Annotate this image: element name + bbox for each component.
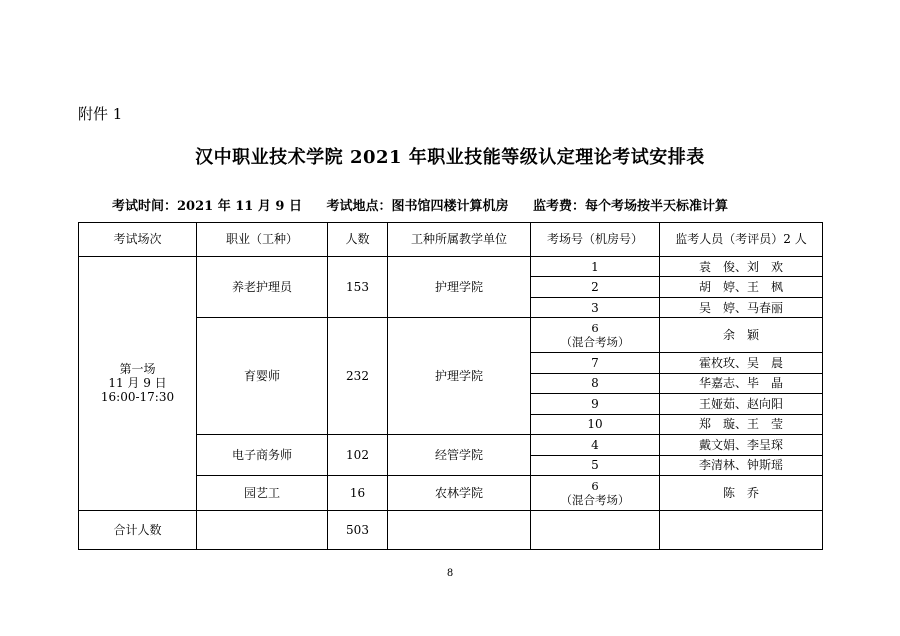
staff-cell: 李清林、钟斯瑶 [660, 455, 823, 476]
total-label: 合计人数 [79, 511, 197, 550]
exam-time: 考试时间：2021 年 11 月 9 日 [112, 199, 302, 214]
staff-cell: 余 颖 [660, 318, 823, 353]
room-number: 6 [591, 479, 599, 494]
table-header-row [79, 223, 823, 257]
job-cell: 养老护理员 [197, 256, 328, 318]
session-time: 16:00-17:30 [100, 390, 175, 405]
staff-cell: 郑 璇、王 莹 [660, 414, 823, 435]
unit-cell: 经管学院 [388, 435, 531, 476]
room-cell: 3 [531, 297, 660, 318]
total-count: 503 [328, 511, 388, 550]
header-job: 职业（工种） [197, 223, 328, 257]
room-cell: 4 [531, 435, 660, 456]
header-room: 考场号（机房号） [531, 223, 660, 257]
job-cell: 园艺工 [197, 476, 328, 511]
job-cell: 电子商务师 [197, 435, 328, 476]
staff-cell: 戴文娟、李呈琛 [660, 435, 823, 456]
room-cell: 1 [531, 256, 660, 277]
room-cell [531, 318, 660, 353]
exam-info [112, 195, 748, 214]
staff-cell: 胡 婷、王 枫 [660, 277, 823, 298]
header-session: 考试场次 [79, 223, 197, 257]
count-cell: 102 [328, 435, 388, 476]
job-cell: 育婴师 [197, 318, 328, 435]
room-cell: 7 [531, 353, 660, 374]
room-cell: 10 [531, 414, 660, 435]
count-cell: 232 [328, 318, 388, 435]
staff-cell: 陈 乔 [660, 476, 823, 511]
room-cell: 5 [531, 455, 660, 476]
unit-cell: 护理学院 [388, 318, 531, 435]
exam-fee: 监考费：每个考场按半天标准计算 [533, 199, 729, 214]
count-cell: 153 [328, 256, 388, 318]
unit-cell: 护理学院 [388, 256, 531, 318]
count-cell: 16 [328, 476, 388, 511]
room-cell: 8 [531, 373, 660, 394]
room-note: （混合考场） [560, 493, 630, 508]
header-count: 人数 [328, 223, 388, 257]
staff-cell: 吴 婷、马春丽 [660, 297, 823, 318]
total-empty-cell [388, 511, 531, 550]
header-staff: 监考人员（考评员）2 人 [660, 223, 823, 257]
unit-cell: 农林学院 [388, 476, 531, 511]
table-row [79, 256, 823, 277]
room-cell: 2 [531, 277, 660, 298]
header-unit: 工种所属教学单位 [388, 223, 531, 257]
room-cell [531, 476, 660, 511]
session-date: 11 月 9 日 [108, 376, 167, 391]
page-number: 8 [446, 568, 454, 579]
total-empty-cell [197, 511, 328, 550]
session-name: 第一场 [119, 362, 156, 377]
exam-place: 考试地点：图书馆四楼计算机房 [326, 199, 509, 214]
staff-cell: 霍枚玫、吴 晨 [660, 353, 823, 374]
room-cell: 9 [531, 394, 660, 415]
staff-cell: 袁 俊、刘 欢 [660, 256, 823, 277]
total-row [79, 511, 823, 550]
page-title: 汉中职业技术学院 2021 年职业技能等级认定理论考试安排表 [195, 147, 705, 168]
room-number: 6 [591, 321, 599, 336]
room-note: （混合考场） [560, 335, 630, 350]
staff-cell: 王娅茹、赵向阳 [660, 394, 823, 415]
exam-schedule-table [78, 222, 823, 550]
total-empty-cell [660, 511, 823, 550]
attachment-label: 附件 1 [78, 105, 123, 123]
total-empty-cell [531, 511, 660, 550]
session-cell [79, 256, 197, 510]
staff-cell: 华嘉志、毕 晶 [660, 373, 823, 394]
